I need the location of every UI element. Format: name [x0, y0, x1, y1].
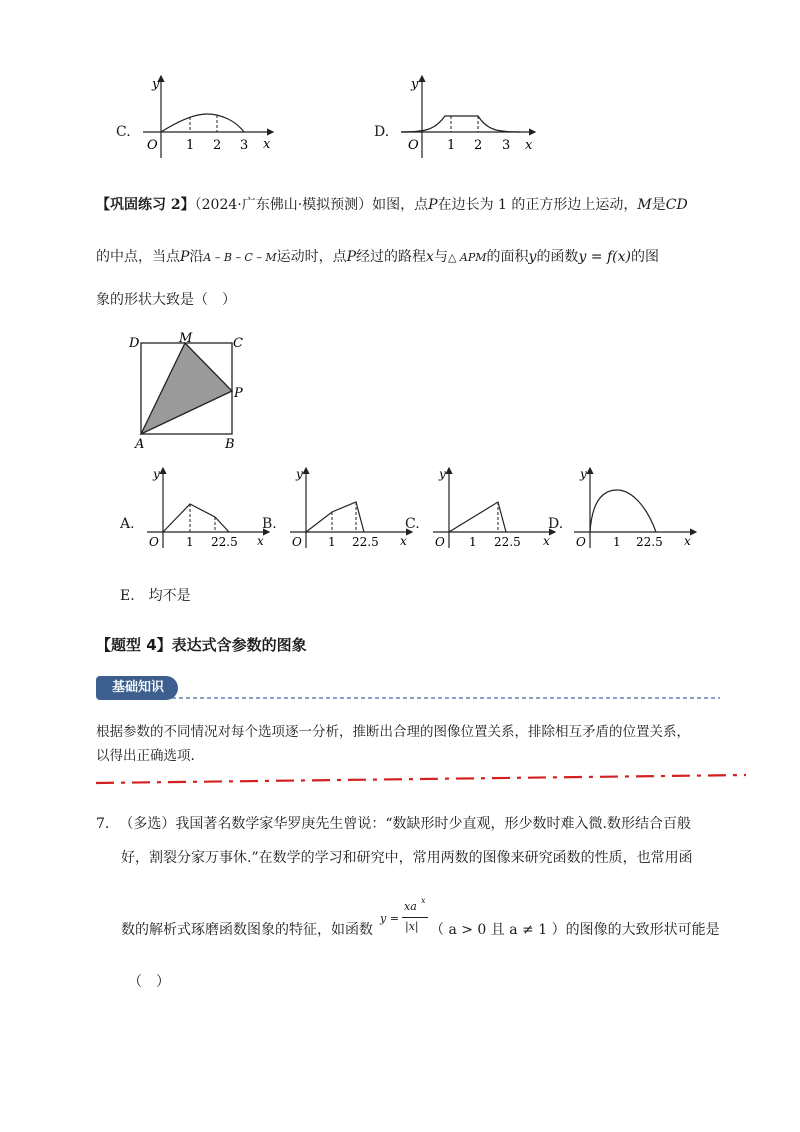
answer-blank: （ ） — [128, 974, 170, 990]
graph-option-c — [135, 70, 285, 160]
vertex-label: P — [234, 386, 243, 401]
graph-answer-a — [145, 462, 275, 552]
axis-y-label: y — [411, 77, 419, 92]
axis-y-label: y — [153, 467, 160, 481]
origin-label: O — [576, 535, 586, 549]
dashed-divider — [172, 694, 720, 702]
square-figure — [125, 328, 255, 453]
tick-label: 3 — [240, 138, 249, 153]
tick-label: 1 — [447, 138, 456, 153]
practice2-line1: 【巩固练习 2】（2024·广东佛山·模拟预测）如图，点P在边长为 1 的正方形边上运动，M是CD — [96, 197, 688, 213]
tick-label: 1 — [469, 535, 477, 549]
tick-label: 22.5 — [352, 535, 379, 549]
basic-text-line2: 以得出正确选项. — [96, 748, 195, 764]
type4-heading: 【题型 4】表达式含参数的图象 — [96, 636, 307, 654]
axis-x-label: x — [543, 534, 550, 548]
axis-x-label: x — [263, 137, 271, 152]
origin-label: O — [292, 535, 302, 549]
graph-option-d — [395, 70, 545, 160]
tick-label: 22.5 — [494, 535, 521, 549]
option-e: E. 均不是 — [120, 588, 191, 604]
tick-label: 3 — [502, 138, 511, 153]
tick-label: 1 — [186, 138, 195, 153]
answer-b-label: B. — [262, 516, 277, 532]
q7-line1: 7. （多选）我国著名数学家华罗庚先生曾说：“数缺形时少直观，形少数时难入微.数形结合百般 — [96, 816, 691, 832]
vertex-label: D — [129, 336, 140, 351]
tick-label: 1 — [328, 535, 336, 549]
tick-label: 1 — [613, 535, 621, 549]
axis-y-label: y — [439, 467, 446, 481]
answer-d-label: D. — [548, 516, 564, 532]
origin-label: O — [149, 535, 159, 549]
axis-x-label: x — [400, 534, 407, 548]
tick-label: 2 — [474, 138, 483, 153]
answer-a-label: A. — [120, 516, 135, 532]
option-d-label: D. — [374, 124, 390, 140]
axis-y-label: y — [152, 77, 160, 92]
option-c-label: C. — [116, 124, 131, 140]
tick-label: 22.5 — [636, 535, 663, 549]
graph-answer-d — [572, 462, 702, 552]
vertex-label: B — [225, 437, 235, 452]
q7-line2: 好，割裂分家万事休.”在数学的学习和研究中，常用两数的图像来研究函数的性质，也常用函 — [121, 850, 693, 866]
practice2-line3: 象的形状大致是（ ） — [96, 292, 236, 308]
practice2-line2: 的中点，当点P沿A – B – C – M运动时，点P经过的路程x与△ APM的面积y的函数y = f(x)的图 — [96, 249, 659, 265]
origin-label: O — [147, 138, 158, 153]
practice-tag: 【巩固练习 2】 — [96, 197, 195, 213]
axis-x-label: x — [684, 534, 691, 548]
vertex-label: A — [135, 437, 145, 452]
axis-y-label: y — [580, 467, 587, 481]
vertex-label: M — [179, 331, 193, 346]
basic-text-line1: 根据参数的不同情况对每个选项逐一分析，推断出合理的图像位置关系，排除相互矛盾的位置关系， — [96, 724, 690, 740]
origin-label: O — [435, 535, 445, 549]
axis-x-label: x — [525, 138, 533, 153]
q7-condition: （ a > 0 且 a ≠ 1 ）的图像的大致形状可能是 — [430, 922, 720, 938]
tick-label: 22.5 — [211, 535, 238, 549]
graph-answer-c — [431, 462, 564, 552]
graph-answer-b — [288, 462, 418, 552]
origin-label: O — [408, 138, 419, 153]
axis-x-label: x — [257, 534, 264, 548]
q7-line3: 数的解析式琢磨函数图象的特征，如函数 — [121, 922, 373, 938]
red-dashdot-divider — [96, 772, 746, 786]
vertex-label: C — [233, 336, 243, 351]
question-number: 7. — [96, 816, 110, 832]
answer-c-label: C. — [405, 516, 420, 532]
axis-y-label: y — [296, 467, 303, 481]
tick-label: 1 — [186, 535, 194, 549]
tick-label: 2 — [213, 138, 222, 153]
fraction-formula: y = xa x |x| — [380, 898, 430, 942]
basic-knowledge-badge: 基础知识 — [96, 676, 178, 700]
